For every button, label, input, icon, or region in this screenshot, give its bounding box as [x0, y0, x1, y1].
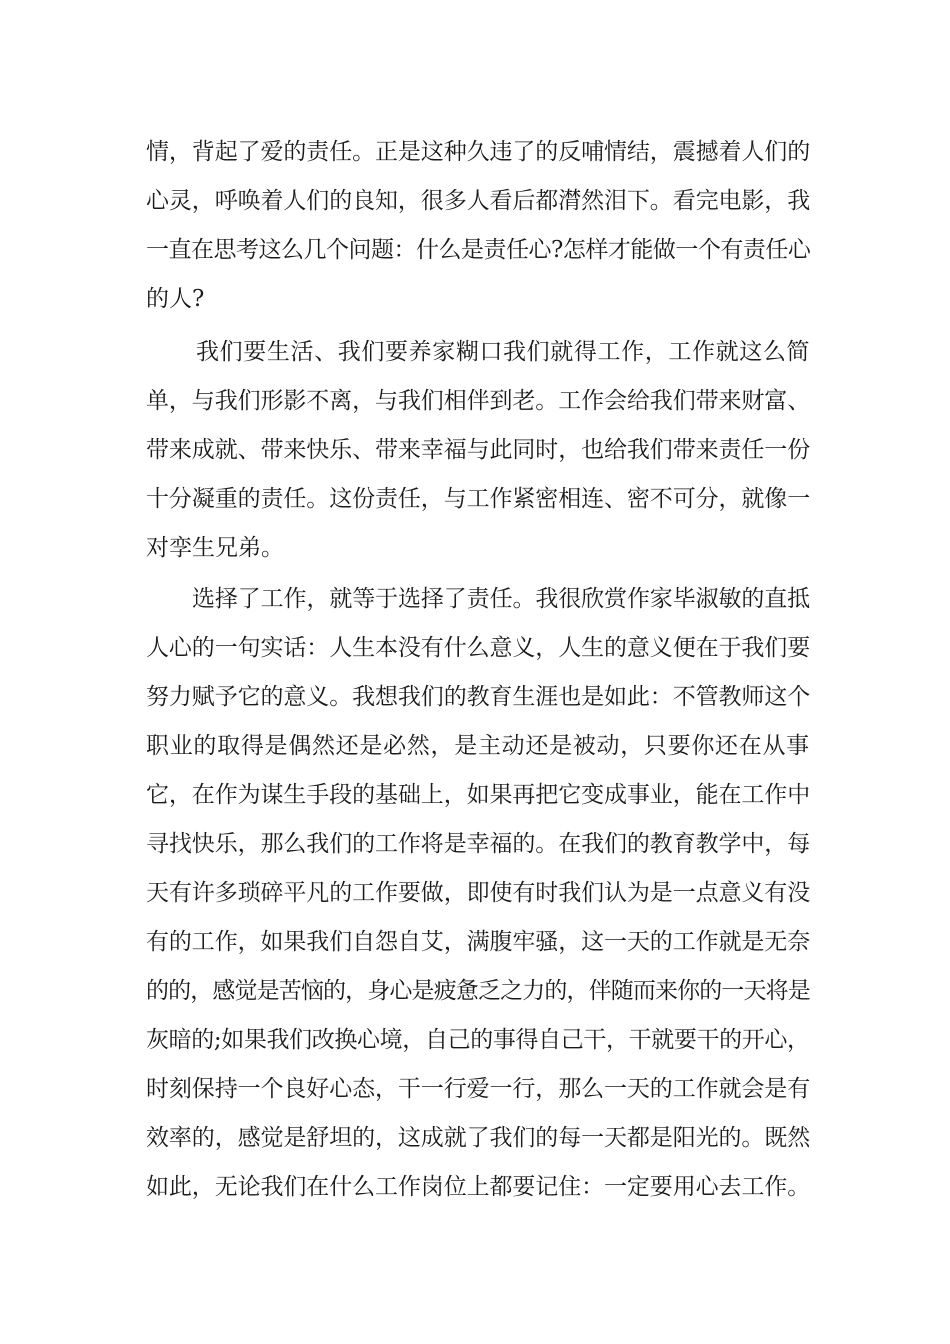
text-line: 情，背起了爱的责任。正是这种久违了的反哺情结，震撼着人们的 [146, 139, 811, 165]
text-line: 它，在作为谋生手段的基础上，如果再把它变成事业，能在工作中 [146, 782, 811, 808]
text-line: 人心的一句实话：人生本没有什么意义，人生的意义便在于我们要 [146, 635, 811, 661]
text-line: 效率的，感觉是舒坦的，这成就了我们的每一天都是阳光的。既然 [146, 1125, 811, 1151]
text-line: 灰暗的;如果我们改换心境，自己的事得自己干，干就要干的开心， [146, 1027, 810, 1053]
text-line: 努力赋予它的意义。我想我们的教育生涯也是如此：不管教师这个 [146, 684, 811, 710]
text-line: 十分凝重的责任。这份责任，与工作紧密相连、密不可分，就像一 [146, 486, 811, 512]
text-line: 对孪生兄弟。 [146, 535, 284, 561]
text-line: 寻找快乐，那么我们的工作将是幸福的。在我们的教育教学中，每 [146, 831, 811, 857]
text-line: 职业的取得是偶然还是必然，是主动还是被动，只要你还在从事 [146, 733, 810, 759]
text-line: 天有许多琐碎平凡的工作要做，即使有时我们认为是一点意义有没 [146, 880, 811, 906]
text-line: 带来成就、带来快乐、带来幸福与此同时，也给我们带来责任一份 [146, 437, 811, 463]
text-line: 单，与我们形影不离，与我们相伴到老。工作会给我们带来财富、 [146, 388, 811, 414]
text-line: 的的，感觉是苦恼的，身心是疲惫乏之力的，伴随而来你的一天将是 [146, 978, 810, 1004]
paragraph-first-line: 我们要生活、我们要养家糊口我们就得工作，工作就这么简 [196, 339, 811, 365]
text-line: 有的工作，如果我们自怨自艾，满腹牢骚，这一天的工作就是无奈 [146, 929, 811, 955]
text-line: 如此，无论我们在什么工作岗位上都要记住：一定要用心去工作。 [146, 1174, 811, 1200]
text-line: 的人? [146, 286, 205, 312]
text-line: 心灵，呼唤着人们的良知，很多人看后都潸然泪下。看完电影，我 [146, 188, 811, 214]
text-line: 时刻保持一个良好心态，干一行爱一行，那么一天的工作就会是有 [146, 1076, 811, 1102]
paragraph-first-line: 选择了工作，就等于选择了责任。我很欣赏作家毕淑敏的直抵 [192, 586, 811, 612]
text-line: 一直在思考这么几个问题：什么是责任心?怎样才能做一个有责任心 [146, 237, 811, 263]
